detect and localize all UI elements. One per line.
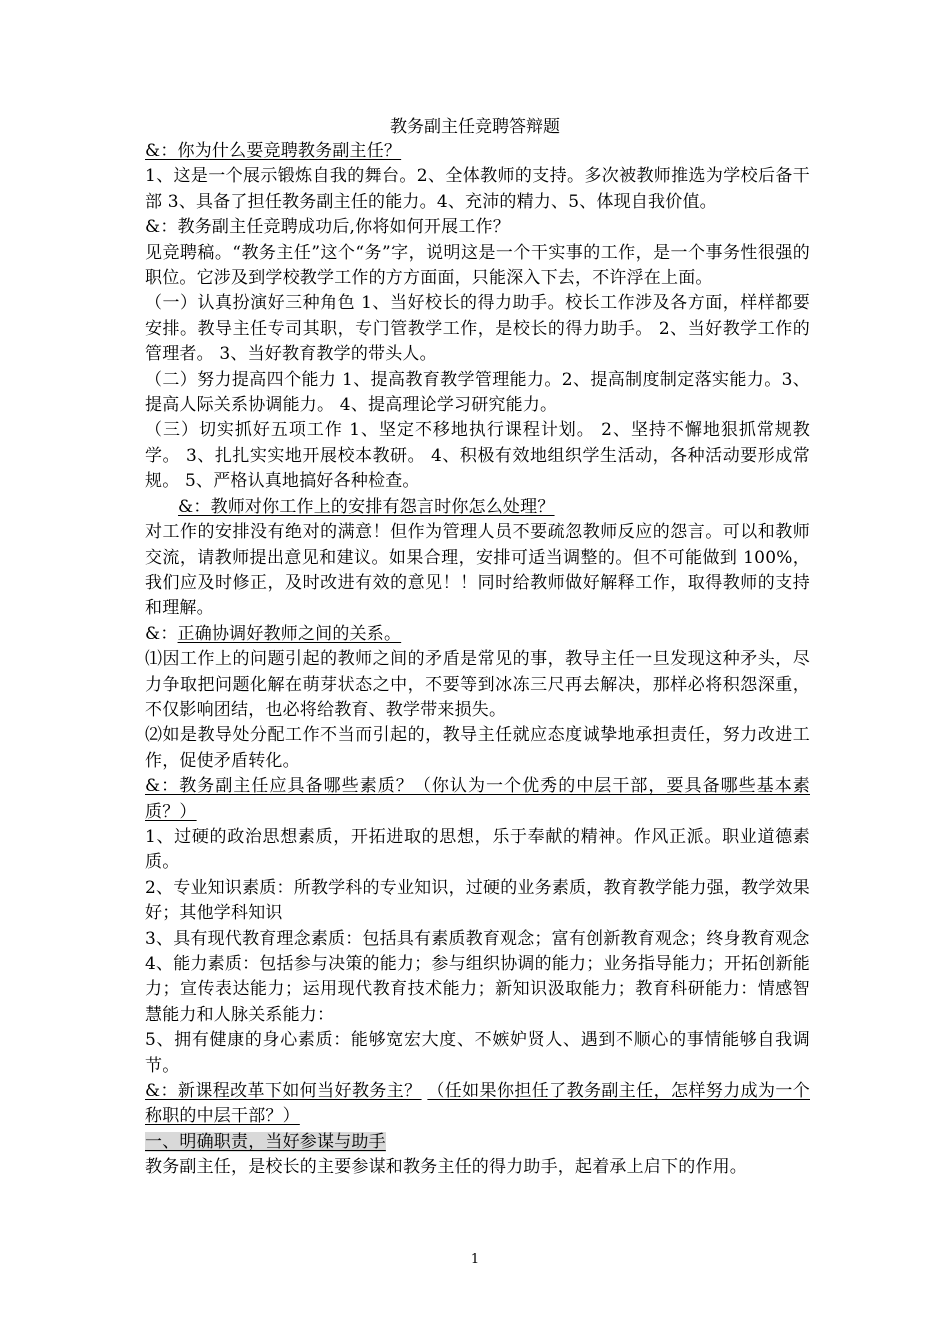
question-heading [145,139,810,164]
question-text: &：教师对你工作上的安排有怨言时你怎么处理？ [178,496,555,517]
paragraph: 1、这是一个展示锻炼自我的舞台。2、全体教师的支持。多次被教师推选为学校后备干部 3、具备了担任教务副主任的能力。4、充沛的精力、5、体现自我价值。 [145,166,810,212]
question-heading [145,774,810,825]
question-text: &：新课程改革下如何当好教务主？ [145,1081,422,1102]
question-marker: &： [145,623,178,644]
paragraph: 3、具有现代教育理念素质：包括具有素质教育观念；富有创新教育观念；终身教育观念 [145,928,810,949]
document-body [145,139,810,1181]
document-title: 教务副主任竞聘答辩题 [390,117,560,137]
paragraph: ⑴因工作上的问题引起的教师之间的矛盾是常见的事，教导主任一旦发现这种矛头，尽力争取把问题化解在萌芽状态之中，不要等到冰冻三尺再去解决，那样必将积怨深重，不仅影响团结，也必将给教育、教学带来损失。 [145,649,810,720]
paragraph: 4、能力素质：包括参与决策的能力；参与组织协调的能力；业务指导能力；开拓创新能力；宣传表达能力；运用现代教育技术能力；新知识汲取能力；教育科研能力：情感智慧能力和人脉关系能力： [145,954,810,1025]
section-heading [145,1130,810,1155]
paragraph: 2、专业知识素质：所教学科的专业知识，过硬的业务素质，教育教学能力强，教学效果好；其他学科知识 [145,877,810,924]
paragraph: 对工作的安排没有绝对的满意！但作为管理人员不要疏忽教师反应的怨言。可以和教师交流，请教师提出意见和建议。如果合理，安排可适当调整的。但不可能做到 100%，我们应及时修正，及时改进有效的意见！！同时给教师做好解释工作，取得教师的支持和理解。 [145,522,810,619]
paragraph: 教务副主任，是校长的主要参谋和教务主任的得力助手，起着承上启下的作用。 [145,1157,747,1178]
question-text: &：教务副主任应具备哪些素质？（你认为一个优秀的中层干部，要具备哪些基本素质？） [145,776,810,822]
section-heading-text: 一、明确职责，当好参谋与助手 [145,1131,386,1152]
paragraph: （三）切实抓好五项工作 1、坚定不移地执行课程计划。 2、坚持不懈地狠抓常规教学。 3、扎扎实实地开展校本教研。 4、积极有效地组织学生活动，各种活动要形成常规。 5、严格认真地搞好各种检查。 [145,420,810,492]
paragraph: 5、拥有健康的身心素质：能够宽宏大度、不嫉妒贤人、遇到不顺心的事情能够自我调节。 [145,1030,810,1076]
question-heading [145,1079,810,1130]
question-heading: &：教务副主任竞聘成功后,你将如何开展工作？ [145,217,510,238]
paragraph: ⑵如是教导处分配工作不当而引起的，教导主任就应态度诚挚地承担责任，努力改进工作，促使矛盾转化。 [145,725,810,771]
page-number: 1 [470,1252,480,1267]
question-heading [145,622,810,647]
paragraph: （二）努力提高四个能力 1、提高教育教学管理能力。2、提高制度制定落实能力。3、提高人际关系协调能力。 4、提高理论学习研究能力。 [145,369,810,416]
paragraph: 见竞聘稿。“教务主任”这个“务”字，说明这是一个干实事的工作，是一个事务性很强的职位。它涉及到学校教学工作的方方面面，只能深入下去，不许浮在上面。 [145,242,810,289]
question-subtext: （任如果你担任了教务副主任，怎样努力成为一个称职的中层干部？） [145,1081,810,1127]
paragraph: （一）认真扮演好三种角色 1、当好校长的得力助手。校长工作涉及各方面，样样都要安排。教导主任专司其职，专门管教学工作，是校长的得力助手。 2、当好教学工作的管理者。 3、当好教育教学的带头人。 [145,293,810,365]
question-text: &：你为什么要竞聘教务副主任？ [145,141,402,161]
question-text: 正确协调好教师之间的关系。 [177,623,402,644]
paragraph: 1、过硬的政治思想素质，开拓进取的思想，乐于奉献的精神。作风正派。职业道德素质。 [145,826,810,873]
question-heading [145,495,810,520]
